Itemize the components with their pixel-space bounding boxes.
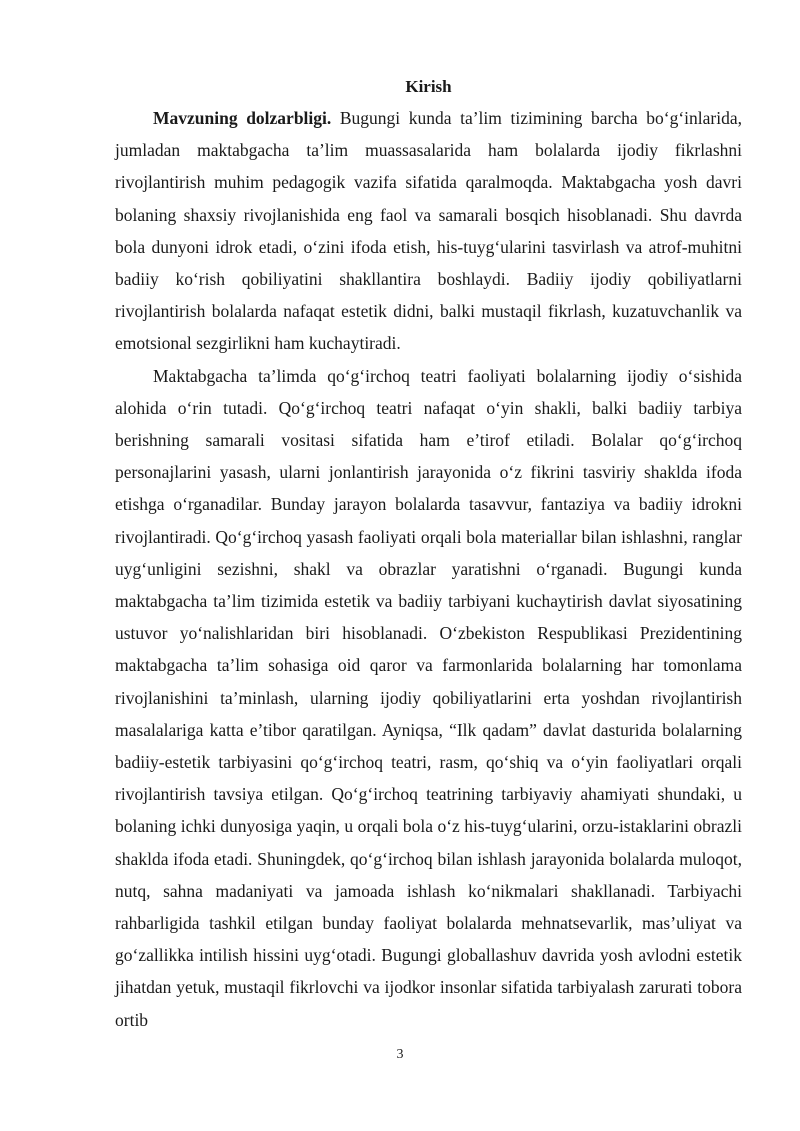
paragraph-text: Maktabgacha ta’limda qo‘g‘irchoq teatri faoliyati bolalarning ijodiy o‘sishida alohida o‘rin tutadi. Qo‘g‘irchoq teatri nafaqat o‘yin shakli, balki badiiy tarbiya berishning samarali vositasi sifatida ham e’tirof etiladi. Bolalar qo‘g‘irchoq personajlarini yasash, ularni jonlantirish jarayonida o‘z fikrini tasviriy shaklda ifoda etishga o‘rganadilar. Bunday jarayon bolalarda tasavvur, fantaziya va badiiy idrokni rivojlantiradi. Qo‘g‘irchoq yasash faoliyati orqali bola materiallar bilan ishlashni, ranglar uyg‘unligini sezishni, shakl va obrazlar yaratishni o‘rganadi. Bugungi kunda maktabgacha ta’lim tizimida estetik va badiiy tarbiyani kuchaytirish davlat siyosatining ustuvor yo‘nalishlaridan biri hisoblanadi. O‘zbekiston Respublikasi Prezidentining maktabgacha ta’lim sohasiga oid qaror va farmonlarida bolalarning har tomonlama rivojlanishini ta’minlash, ularning ijodiy qobiliyatlarini erta yoshdan rivojlantirish masalalariga katta e’tibor qaratilgan. Ayniqsa, “Ilk qadam” davlat dasturida bolalarning badiiy-estetik tarbiyasini qo‘g‘irchoq teatri, rasm, qo‘shiq va o‘yin faoliyatlari orqali rivojlantirish tavsiya etilgan. Qo‘g‘irchoq teatrining tarbiyaviy ahamiyati shundaki, u bolaning ichki dunyosiga yaqin, u orqali bola o‘z his-tuyg‘ularini, orzu-istaklarini obrazli shaklda ifoda etadi. Shuningdek, qo‘g‘irchoq bilan ishlash jarayonida bolalarda muloqot, nutq, sahna madaniyati va jamoada ishlash ko‘nikmalari shakllanadi. Tarbiyachi rahbarligida tashkil etilgan bunday faoliyat bolalarda mehnatsevarlik, mas’uliyat va go‘zallikka intilish hissini uyg‘otadi. Bugungi globallashuv davrida yosh avlodni estetik jihatdan yetuk, mustaqil fikrlovchi va ijodkor insonlar sifatida tarbiyalash zarurati tobora ortib bbox=[115, 365, 742, 1030]
paragraph-lead: Mavzuning dolzarbligi. bbox=[153, 108, 332, 128]
paragraph-puppet-theatre bbox=[115, 360, 742, 1036]
page-number: 3 bbox=[396, 1047, 404, 1062]
paragraph-relevance bbox=[115, 102, 742, 360]
document-page bbox=[115, 72, 742, 1036]
paragraph-text: Bugungi kunda ta’lim tizimining barcha bo‘g‘inlarida, jumladan maktabgacha ta’lim muassasalarida ham bolalarda ijodiy fikrlashni rivojlantirish muhim pedagogik vazifa sifatida qaralmoqda. Maktabgacha yosh davri bolaning shaxsiy rivojlanishida eng faol va samarali bosqich hisoblanadi. Shu davrda bola dunyoni idrok etadi, o‘zini ifoda etish, his-tuyg‘ularini tasvirlash va atrof-muhitni badiiy ko‘rish qobiliyatini shakllantira boshlaydi. Badiiy ijodiy qobiliyatlarni rivojlantirish bolalarda nafaqat estetik didni, balki mustaqil fikrlash, kuzatuvchanlik va emotsional sezgirlikni ham kuchaytiradi. bbox=[115, 108, 742, 354]
section-heading: Kirish bbox=[405, 77, 452, 96]
